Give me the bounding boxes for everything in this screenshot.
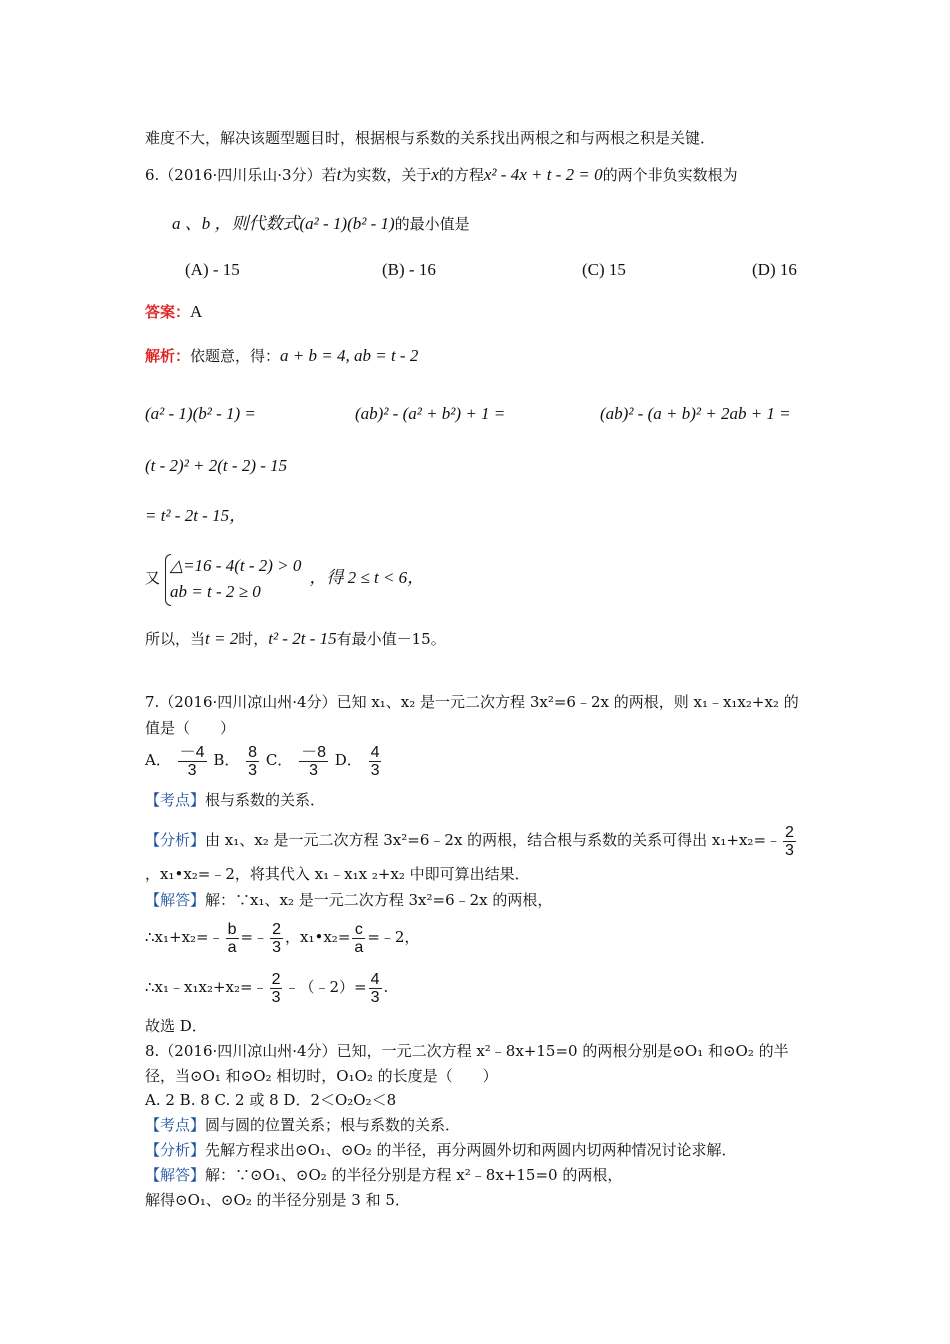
conc-c: 有最小值－15。	[336, 630, 446, 648]
q7-end: 故选 D．	[145, 1017, 207, 1035]
q6-answer	[145, 302, 202, 322]
q7-opt-a-label: A．	[145, 751, 171, 769]
step1-b: =﹣	[240, 928, 269, 946]
answer-value: A	[190, 302, 203, 321]
q8-jieda	[145, 1165, 622, 1185]
frac-4-3	[369, 971, 382, 1006]
frac-num: 2	[271, 970, 281, 988]
q7-step1	[145, 915, 419, 959]
q6-expr: (a² - 1)(b² - 1)	[299, 214, 395, 233]
q7-fenxi	[145, 820, 798, 860]
tag-jieda: 【解答】	[145, 891, 206, 909]
fenxi-text: 先解方程求出⊙O₁、⊙O₂ 的半径，再分两圆外切和两圆内切两种情况讨论求解．	[205, 1141, 737, 1159]
q6-mid1: 为实数，关于	[341, 166, 432, 184]
q8-stem-line2: 径，当⊙O₁ 和⊙O₂ 相切时，O₁O₂ 的长度是（ ）	[145, 1067, 498, 1085]
analysis-label: 解析：	[145, 347, 191, 365]
q7-opt-d-label: D．	[334, 751, 362, 769]
step2-b: ﹣（﹣2）=	[284, 978, 367, 996]
q7-jieda	[145, 890, 552, 910]
tag-kaodian: 【考点】	[145, 791, 206, 809]
intro-line: 难度不大，解决该题型题目时，根据根与系数的关系找出两根之和与两根之积是关键．	[145, 129, 716, 147]
frac-num: b	[227, 920, 237, 938]
q8-stem-line1: 8.（2016·四川凉山州·4分）已知，一元二次方程 x²﹣8x+15=0 的两根分别是⊙O₁ 和⊙O₂ 的半	[145, 1042, 789, 1060]
q7-options	[145, 740, 383, 780]
q6-step2: (t - 2)² + 2(t - 2) - 15	[145, 456, 288, 475]
q8-result: 解得⊙O₁、⊙O₂ 的半径分别是 3 和 5．	[145, 1191, 410, 1209]
q7-opt-b-frac	[246, 744, 259, 779]
frac-num: 2	[785, 823, 794, 841]
fenxi-text: 由 x₁、x₂ 是一元二次方程 3x²=6﹣2x 的两根，结合根与系数的关系可得出 x₁+x₂=﹣	[205, 831, 782, 849]
q8-kaodian	[145, 1115, 460, 1135]
q6-tail: 的最小值是	[394, 215, 470, 233]
jieda-text: 解：∵⊙O₁、⊙O₂ 的半径分别是方程 x²﹣8x+15=0 的两根，	[205, 1166, 623, 1184]
conc-t: t = 2	[205, 629, 239, 648]
frac-den: 3	[187, 761, 197, 779]
frac-num: 8	[248, 743, 258, 761]
frac-b-a	[226, 921, 239, 956]
q6-choice-c: (C) 15	[582, 260, 626, 279]
answer-label: 答案：	[145, 303, 191, 321]
step2-c: .	[383, 978, 389, 996]
analysis-text: 依题意，得：	[190, 347, 281, 365]
frac-2-3	[270, 921, 283, 956]
frac-den: a	[354, 938, 364, 956]
kaodian-text: 圆与圆的位置关系；根与系数的关系．	[205, 1116, 461, 1134]
conc-b: 时，	[238, 630, 269, 648]
q7-kaodian	[145, 790, 325, 810]
q6-step1a: (a² - 1)(b² - 1) =	[145, 404, 256, 423]
frac-den: a	[227, 938, 237, 956]
q8-options: A. 2 B. 8 C. 2 或 8 D．2＜O₂O₂＜8	[145, 1091, 397, 1109]
frac-den: 3	[309, 761, 318, 779]
q6-analysis	[145, 346, 418, 366]
q6-step1b: (ab)² - (a² + b²) + 1 =	[355, 404, 506, 423]
frac-num: 2	[272, 920, 282, 938]
q6-choice-b: (B) - 16	[382, 260, 436, 279]
q6-suffix: 的两个非负实数根为	[602, 166, 738, 184]
frac-num: －4	[179, 743, 205, 761]
sys-row-1: △=16 - 4(t - 2) > 0	[170, 556, 302, 575]
q6-conclusion	[145, 629, 446, 649]
q6-equation: x² - 4x + t - 2 = 0	[483, 165, 603, 184]
q7-opt-b-label: B．	[213, 751, 240, 769]
step1-d: =﹣2，	[367, 928, 420, 946]
frac-den: 3	[370, 761, 380, 779]
q7-step2	[145, 965, 388, 1009]
analysis-eq: a + b = 4, ab = t - 2	[280, 346, 419, 365]
step2-a: ∴x₁﹣x₁x₂+x₂=﹣	[145, 978, 268, 996]
q7-fenxi-line2: ，x₁•x₂=﹣2，将其代入 x₁﹣x₁x ₂+x₂ 中即可算出结果．	[145, 865, 530, 883]
q6-x: x	[431, 165, 439, 184]
q6-ab: a 、b ，则代数式	[172, 214, 300, 233]
q7-opt-c-frac	[299, 744, 328, 779]
frac-2-3	[270, 971, 283, 1006]
q6-mid2: 的方程	[438, 166, 484, 184]
q7-opt-c-label: C．	[265, 751, 293, 769]
frac-den: 3	[272, 938, 282, 956]
q6-step3: = t² - 2t - 15，	[145, 506, 247, 525]
frac-num: 4	[370, 970, 380, 988]
frac-den: 3	[370, 988, 380, 1006]
q6-step1c: (ab)² - (a + b)² + 2ab + 1 =	[600, 404, 791, 423]
tag-fenxi: 【分析】	[145, 1141, 206, 1159]
frac-num: －8	[301, 743, 326, 761]
jieda-text: 解：∵x₁、x₂ 是一元二次方程 3x²=6﹣2x 的两根，	[205, 891, 553, 909]
tag-jieda: 【解答】	[145, 1166, 206, 1184]
q6-choice-d: (D) 16	[752, 260, 797, 279]
step1-a: ∴x₁+x₂=﹣	[145, 928, 224, 946]
frac-den: 3	[248, 761, 258, 779]
frac-num: 4	[370, 743, 380, 761]
q8-fenxi	[145, 1140, 737, 1160]
step1-c: ，x₁•x₂=	[285, 928, 351, 946]
q6-stem-line2	[172, 214, 470, 234]
q6-choice-a: (A) - 15	[185, 260, 240, 279]
tag-kaodian: 【考点】	[145, 1116, 206, 1134]
brace-icon	[160, 554, 170, 604]
tag-fenxi: 【分析】	[145, 831, 206, 849]
q6-stem-line1	[145, 165, 738, 185]
q7-stem-line2: 值是（ ）	[145, 719, 236, 737]
kaodian-text: 根与系数的关系．	[205, 791, 326, 809]
sys-row-2: ab = t - 2 ≥ 0	[170, 582, 261, 601]
fenxi-frac	[783, 824, 796, 859]
q7-opt-d-frac	[369, 744, 382, 779]
frac-c-a	[352, 921, 365, 956]
q6-sys-tail: ，得 2 ≤ t < 6，	[309, 568, 425, 587]
q7-stem-line1: 7.（2016·四川凉山州·4分）已知 x₁、x₂ 是一元二次方程 3x²=6﹣2x 的两根，则 x₁﹣x₁x₂+x₂ 的	[145, 693, 799, 711]
q6-prefix: 6.（2016·四川乐山·3分）若	[145, 166, 337, 184]
frac-num: c	[352, 921, 365, 939]
q6-system	[170, 553, 301, 605]
frac-den: 3	[271, 988, 281, 1006]
q6-you: 又	[145, 569, 161, 587]
conc-expr: t² - 2t - 15	[268, 629, 337, 648]
q6-system-line	[145, 552, 424, 605]
q6-t: t	[336, 165, 342, 184]
frac-den: 3	[785, 841, 794, 859]
conc-a: 所以，当	[145, 630, 206, 648]
q7-opt-a-frac	[178, 744, 207, 779]
